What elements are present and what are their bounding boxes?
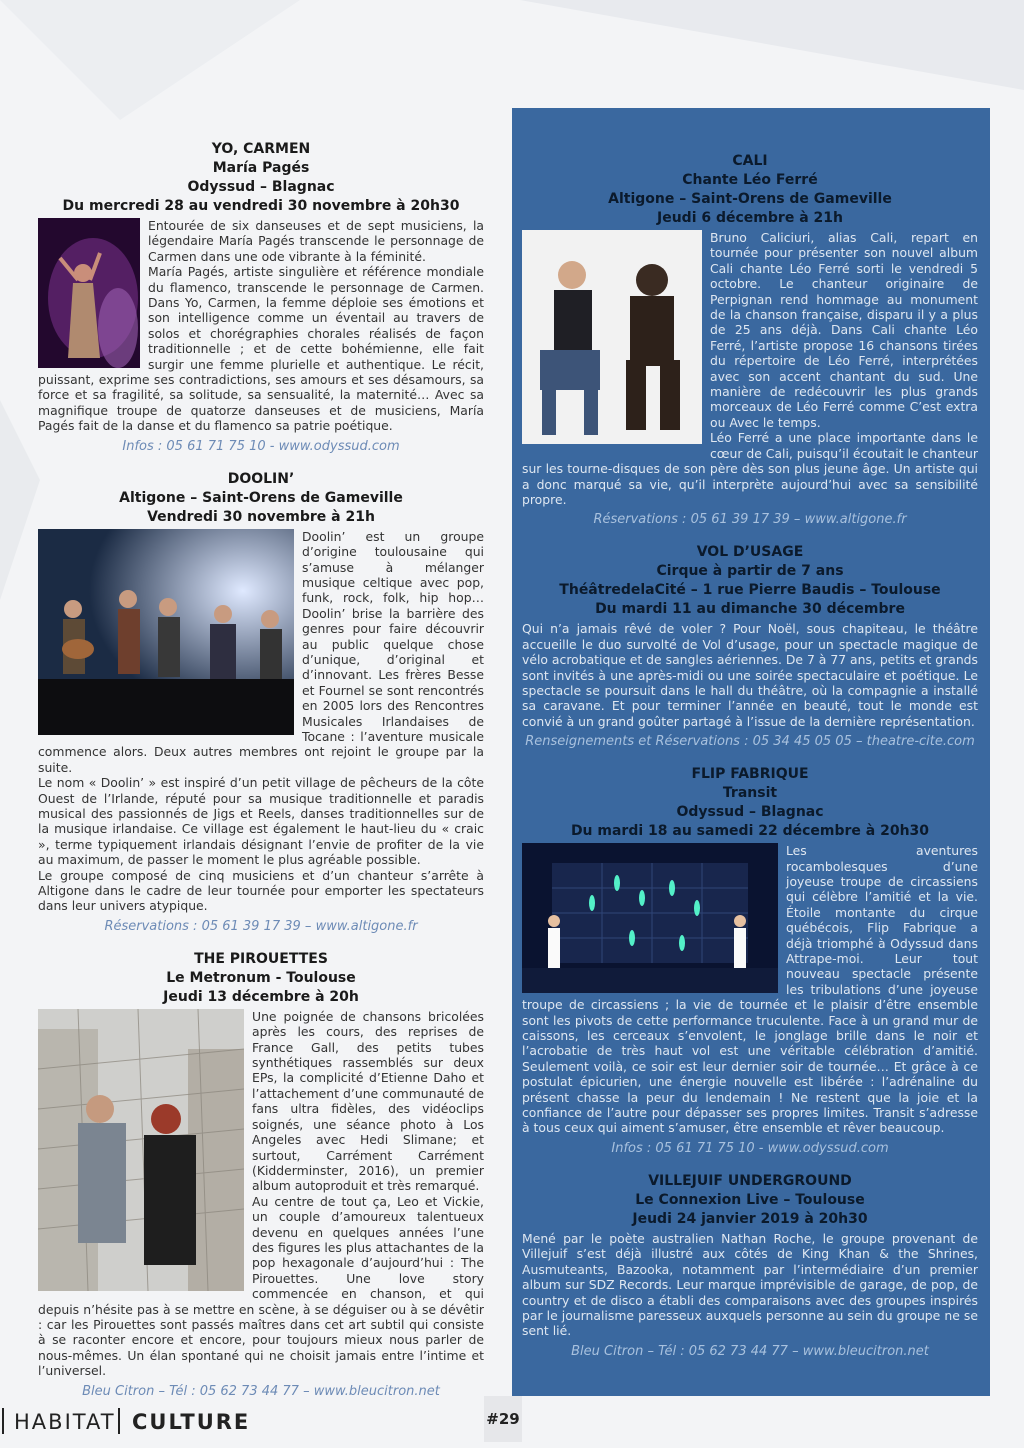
article-venue: Altigone – Saint-Orens de Gameville [608,191,892,207]
article-info[interactable]: Réservations : 05 61 39 17 39 – www.altigone.fr [593,512,907,528]
article-title: FLIP FABRIQUE [691,766,809,783]
article-info[interactable]: Bleu Citron – Tél : 05 62 73 44 77 – www.bleucitron.net [571,1343,929,1359]
article-info[interactable]: Infos : 05 61 71 75 10 - www.odyssud.com [122,438,400,454]
page-number: #29 [484,1396,522,1442]
article-date: Du mardi 11 au dimanche 30 décembre [595,601,905,618]
footer-divider [118,1408,120,1434]
article-date: Jeudi 13 décembre à 20h [163,988,359,1005]
article-body: Qui n’a jamais rêvé de voler ? Pour Noël, sous chapiteau, le théâtre accueille le duo survolté de Vol d’usage, pour un spectacle magique de vélo acrobatique et de sangles aériennes. De 7 à 77 ans, petits et grands sont invités à une après-midi ou une soirée spectaculaire et poétique. Le spectacle se poursuit dans le hall du théâtre, où la compagnie a installé sa caravane. Et pour terminer l’année en beauté, tout le monde est convié à un grand goûter partagé à l’issue de la dernière représentation. [522,621,979,729]
article-body: Bruno Caliciuri, alias Cali, repart en tournée pour présenter son nouvel album Cali chante Léo Ferré sorti le vendredi 5 octobre. Le chanteur originaire de Perpignan rend hommage au monument de la chanson française, disparu il y a plus de 25 ans déjà. Dans Cali chante Léo Ferré, l’artiste propose 16 chansons tirées du répertoire de Léo Ferré, interprétées avec son accent chantant du sud. Une manière de redécouvrir les plus grands morceaux de Léo Ferré comme C’est extra ou Avec le temps. Léo Ferré a une place importante dans le cœur de Cali, puisqu’il écoutait le chanteur sur les tourne-disques de son père dès son plus jeune âge. Un artiste qui a donc marqué sa vie, qu’il interprète aujourd’hui avec sa sensibilité propre. [522,230,979,507]
article-body: Une poignée de chansons bricolées après les cours, des reprises de France Gall, des petits tubes synthétiques rassemblés sur deux EPs, la complicité d’Etienne Daho et l’attachement d’une communauté de fans ultra fidèles, des vidéoclips soignés, une séance photo à Los Angeles avec Hedi Slimane; et surtout, Carrément Carrément (Kidderminster, 2016), un premier album autoproduit et très remarqué. Au centre de tout ça, Leo et Vickie, un couple d’amoureux talentueux devenu en quelques années l’une des figures les plus attachantes de la pop hexagonale d’aujourd’hui : The Pirouettes. Une love story commencée en chanson, et qui depuis n’hésite pas à se mettre en scène, à se déguiser ou à se dévêtir : car les Pirouettes sont passés maîtres dans cet art subtil qui consiste à se raconter encore et encore, pour toujours mieux nous parler de nous-mêmes. Un élan spontané qui ne choisit jamais entre l’intime et l’universel. [38,1008,484,1379]
article-doolin [38,470,484,936]
cali-photo [522,230,702,444]
article-venue: Odyssud – Blagnac [187,179,335,195]
article-subtitle: Altigone – Saint-Orens de Gameville [119,489,403,506]
article-subtitle: Chante Léo Ferré [682,172,818,188]
article-title: YO, CARMEN [211,141,311,157]
article-subtitle: Le Metronum - Toulouse [166,969,356,986]
doolin-photo [38,529,294,735]
carmen-photo [38,218,140,368]
article-vol-dusage [522,543,978,751]
article-date: Du mercredi 28 au vendredi 30 novembre à 20h30 [62,198,460,214]
footer-divider [2,1408,4,1434]
article-info[interactable]: Bleu Citron – Tél : 05 62 73 44 77 – www.bleucitron.net [82,1383,440,1399]
article-info[interactable]: Réservations : 05 61 39 17 39 – www.altigone.fr [104,918,418,934]
article-title: THE PIROUETTES [194,950,328,967]
footer-section-habitat[interactable]: HABITAT [14,1410,116,1434]
article-body: Entourée de six danseuses et de sept musiciens, la légendaire María Pagés transcende le personnage de Carmen dans une ode vibrante à la féminité. María Pagés, artiste singulière et référence mondiale du flamenco, transcende le personnage de Carmen. Dans Yo, Carmen, la femme déploie ses émotions et son intelligence comme un éventail au travers de solos et chorégraphies chorales réalisés de façon traditionnelle ; et de cette bohémienne, elle fait surgir une femme plurielle et authentique. Le récit, puissant, exprime ses contradictions, ses amours et ses désamours, sa force et sa fragilité, sa solitude, sa sensualité, la maternité… Avec sa magnifique troupe de quatorze danseuses et de musiciens, María Pagés fait de la danse et du flamenco sa patrie poétique. [38,218,484,434]
article-pirouettes [38,950,484,1401]
article-date: Jeudi 24 janvier 2019 à 20h30 [632,1210,868,1227]
footer-section-culture[interactable]: CULTURE [132,1410,251,1434]
article-venue: ThéâtredelaCité – 1 rue Pierre Baudis – Toulouse [559,582,941,599]
article-body: Mené par le poète australien Nathan Roche, le groupe provenant de Villejuif s’est déjà illustré aux côtés de King Khan & the Shrines, Ausmuteants, Bazooka, notamment par l’intermédiaire d’un premier album sur SDZ Records. Leur marque imprévisible de garage, de pop, de country et de disco a établi des comparaisons avec des groupes inspirés par le journalisme paresseux auxquels personne au sein du groupe ne se sent lié. [522,1230,978,1339]
article-cali [522,152,978,529]
article-title: VILLEJUIF UNDERGROUND [648,1172,852,1189]
article-subtitle: María Pagés [212,160,310,176]
article-subtitle: Cirque à partir de 7 ans [656,563,844,580]
pirouettes-photo [38,1009,244,1291]
article-title: CALI [732,153,768,169]
article-body: Les aventures rocambolesques d’une joyeuse troupe de circassiens qui célèbre l’amitié et la vie. Étoile montante du cirque québécois, Flip Fabrique a déjà triomphé à Odyssud dans Attrape-moi. Leur tout nouveau spectacle présente les tribulations d’une joyeuse troupe de circassiens ; la vie de tournée et le plaisir d’être ensemble sont les pivots de cette performance truculente. Face à un grand mur de caissons, les cerceaux s’envolent, le jonglage brille dans le noir et l’acrobatie de très haut vol est une véritable célébration d’amitié. Seulement voilà, ce soir est leur dernier soir de tournée… Et grâce à ce postulat épicurien, une énergie nouvelle est libérée : l’adrénaline du présent chasse la peur du lendemain ! Ne restent que la joie et la confiance de l’autre pour dépasser ses propres limites. Transit s’adresse à tous ceux qui aiment s’amuser, être ensemble et rêver beaucoup. [522,843,978,1136]
article-title: VOL D’USAGE [696,544,804,561]
article-info[interactable]: Infos : 05 61 71 75 10 - www.odyssud.com [611,1140,889,1156]
article-date: Vendredi 30 novembre à 21h [147,508,375,525]
article-body: Doolin’ est un groupe d’origine toulousaine qui s’amuse à mélanger musique celtique avec pop, funk, rock, folk, hip hop… Doolin’ brise la barrière des genres pour faire découvrir au public quelque chose d’unique, d’original et d’innovant. Les frères Besse et Fournel se sont rencontrés en 2005 lors des Rencontres Musicales Irlandaises de Tocane : l’aventure musicale commence alors. Deux autres membres ont rejoint le groupe par la suite. Le nom « Doolin’ » est inspiré d’un petit village de pêcheurs de la côte Ouest de l’Irlande, réputé pour sa musique traditionnelle et paradis musical des passionnés de Jigs et Reels, danses traditionnelles sur de la musique irlandaise. Ce village est également le haut-lieu du « craic », terme typiquement irlandais désignant l’envie de profiter de la vie au maximum, de passer le moment le plus agréable possible. Le groupe composé de cinq musiciens et d’un chanteur s’arrête à Altigone dans le cadre de leur tournée pour emporter les spectateurs dans leur univers atypique. [38,528,484,914]
article-venue: Odyssud – Blagnac [676,804,824,821]
article-title: DOOLIN’ [227,470,295,487]
article-yo-carmen [38,140,484,456]
article-info[interactable]: Renseignements et Réservations : 05 34 45 05 05 – theatre-cite.com [525,734,975,750]
article-subtitle: Le Connexion Live – Toulouse [635,1191,865,1208]
flip-fabrique-photo [522,843,778,993]
article-flip-fabrique [522,765,978,1158]
left-column [38,140,484,1415]
right-column [512,108,990,1396]
article-subtitle: Transit [722,785,778,802]
article-villejuif-underground [522,1172,978,1361]
article-date: Jeudi 6 décembre à 21h [657,210,843,226]
article-date: Du mardi 18 au samedi 22 décembre à 20h30 [570,823,930,840]
